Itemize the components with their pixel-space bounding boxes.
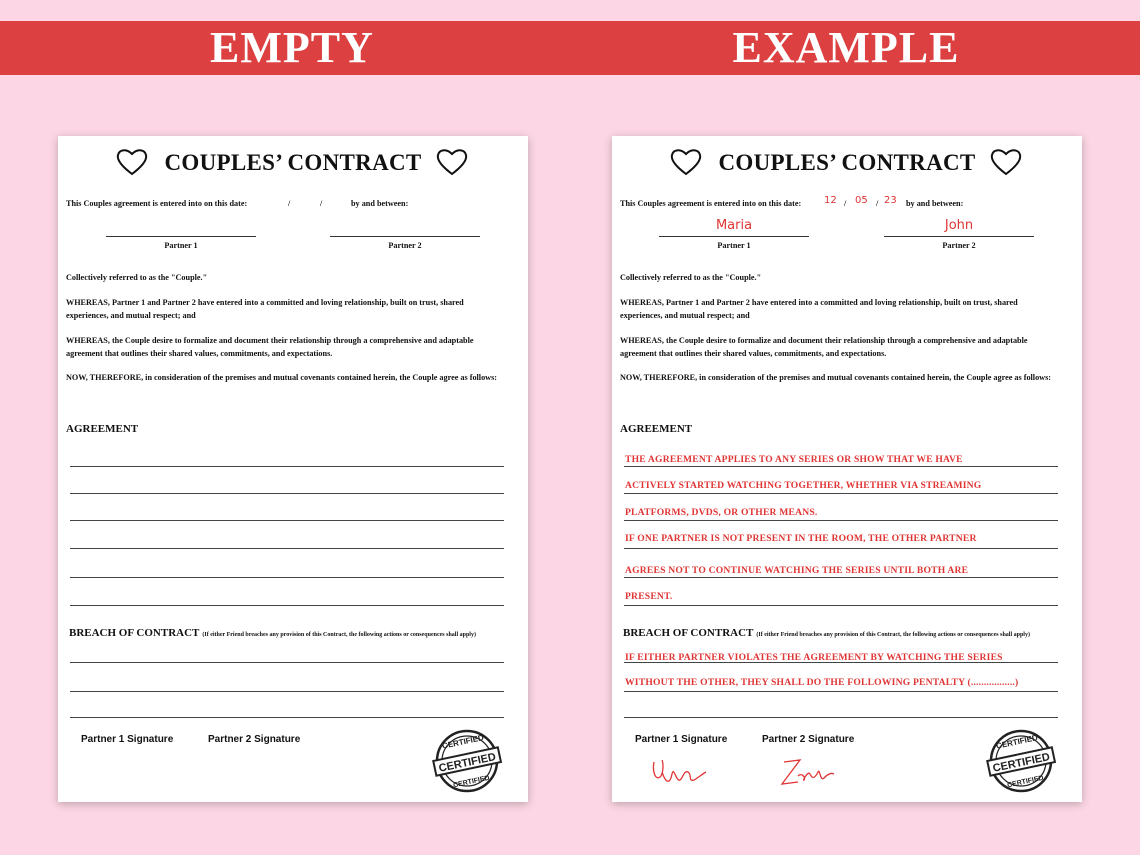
svg-text:CERTIFIED: CERTIFIED [452,774,491,790]
breach-line [624,717,1058,718]
agreement-line-text[interactable]: AGREES NOT TO CONTINUE WATCHING THE SERIES UNTIL BOTH ARE [625,565,969,576]
agreement-line [624,520,1058,521]
partner2-label: Partner 2 [942,241,976,250]
breach-note: (If either Friend breaches any provision of this Contract, the following actions or consequences shall apply) [756,632,1030,638]
date-year-value[interactable]: 23 [884,195,897,206]
svg-text:CERTIFIED: CERTIFIED [991,751,1052,775]
agreement-line[interactable] [70,577,504,578]
title-row [612,148,1082,178]
date-day-value[interactable]: 05 [855,195,868,206]
breach-heading-text: BREACH OF CONTRACT [69,627,200,639]
date-slash: / [288,199,291,208]
whereas-paragraph-1: WHEREAS, Partner 1 and Partner 2 have entered into a committed and loving relationship, built on trust, shared experiences, and mutual respect; and [66,298,464,320]
agreement-line [624,577,1058,578]
collective-paragraph: Collectively referred to as the "Couple." [620,273,762,282]
breach-line [624,662,1058,663]
agreement-line [624,493,1058,494]
date-slash: / [844,199,847,208]
certified-stamp-icon [430,728,504,794]
breach-heading [69,627,476,639]
partner1-name-value[interactable]: Maria [715,218,753,233]
date-month-value[interactable]: 12 [824,195,837,206]
whereas-paragraph-2: WHEREAS, the Couple desire to formalize and document their relationship through a comprehensive and adaptable agreement that outlines their shared values, commitments, and expectations. [620,336,1028,358]
partner1-name-line[interactable] [106,236,256,237]
intro-text: This Couples agreement is entered into on this date: [620,199,802,208]
collective-paragraph: Collectively referred to as the "Couple." [66,273,208,282]
breach-line[interactable] [70,691,504,692]
intro-text: This Couples agreement is entered into on this date: [66,199,248,208]
breach-line[interactable] [70,662,504,663]
svg-text:CERTIFIED: CERTIFIED [995,733,1039,751]
partner2-label: Partner 2 [388,241,422,250]
partner1-label: Partner 1 [717,241,751,250]
example-contract-page [612,136,1082,802]
date-slash: / [876,199,879,208]
header-banner [0,21,1140,75]
partner2-signature-label: Partner 2 Signature [208,734,301,745]
partner1-signature-label: Partner 1 Signature [635,734,728,745]
svg-text:CERTIFIED: CERTIFIED [441,733,485,751]
agreement-line [624,548,1058,549]
partner1-name-line [659,236,809,237]
certified-stamp-icon [984,728,1058,794]
date-slash: / [320,199,323,208]
agreement-line-text[interactable]: THE AGREEMENT APPLIES TO ANY SERIES OR SHOW THAT WE HAVE [625,454,963,465]
page-title: COUPLES’ CONTRACT [718,150,976,175]
agreement-line [624,605,1058,606]
partner1-signature-scribble[interactable] [648,754,708,788]
agreement-heading: AGREEMENT [66,423,139,435]
therefore-paragraph: NOW, THEREFORE, in consideration of the premises and mutual covenants contained herein, the Couple agree as follows: [620,373,1052,382]
breach-heading-text: BREACH OF CONTRACT [623,627,754,639]
agreement-line[interactable] [70,493,504,494]
whereas-paragraph-1: WHEREAS, Partner 1 and Partner 2 have entered into a committed and loving relationship, built on trust, shared experiences, and mutual respect; and [620,298,1018,320]
by-and-between-text: by and between: [351,199,409,208]
agreement-line-text[interactable]: PRESENT. [625,591,673,602]
partner1-signature-label: Partner 1 Signature [81,734,174,745]
page-title: COUPLES’ CONTRACT [164,150,422,175]
heart-outline-icon [990,148,1022,176]
agreement-line-text[interactable]: ACTIVELY STARTED WATCHING TOGETHER, WHETHER VIA STREAMING [625,480,982,491]
heart-outline-icon [436,148,468,176]
breach-line-text[interactable]: IF EITHER PARTNER VIOLATES THE AGREEMENT BY WATCHING THE SERIES [625,652,1003,663]
partner2-name-line[interactable] [330,236,480,237]
by-and-between-text: by and between: [906,199,964,208]
partner2-signature-scribble[interactable] [776,754,836,788]
title-row [58,148,528,178]
agreement-line[interactable] [70,548,504,549]
partner1-label: Partner 1 [164,241,198,250]
svg-text:CERTIFIED: CERTIFIED [1006,774,1045,790]
breach-line [624,691,1058,692]
empty-label: EMPTY [210,23,374,72]
agreement-heading: AGREEMENT [620,423,693,435]
example-label: EXAMPLE [732,23,960,72]
agreement-line[interactable] [70,605,504,606]
therefore-paragraph: NOW, THEREFORE, in consideration of the premises and mutual covenants contained herein, the Couple agree as follows: [66,373,498,382]
whereas-paragraph-2: WHEREAS, the Couple desire to formalize and document their relationship through a comprehensive and adaptable agreement that outlines their shared values, commitments, and expectations. [66,336,474,358]
partner2-name-value[interactable]: John [944,218,974,233]
agreement-line[interactable] [70,520,504,521]
agreement-line[interactable] [70,466,504,467]
breach-note: (If either Friend breaches any provision of this Contract, the following actions or consequences shall apply) [202,632,476,638]
breach-line-text[interactable]: WITHOUT THE OTHER, THEY SHALL DO THE FOLLOWING PENTALTY (.................) [625,677,1019,688]
breach-line[interactable] [70,717,504,718]
partner2-signature-label: Partner 2 Signature [762,734,855,745]
breach-heading [623,627,1030,639]
svg-text:CERTIFIED: CERTIFIED [437,751,498,775]
partner2-name-line [884,236,1034,237]
empty-contract-page [58,136,528,802]
agreement-line-text[interactable]: IF ONE PARTNER IS NOT PRESENT IN THE ROOM, THE OTHER PARTNER [625,533,977,544]
agreement-line-text[interactable]: PLATFORMS, DVDS, OR OTHER MEANS. [625,507,818,518]
agreement-line [624,466,1058,467]
